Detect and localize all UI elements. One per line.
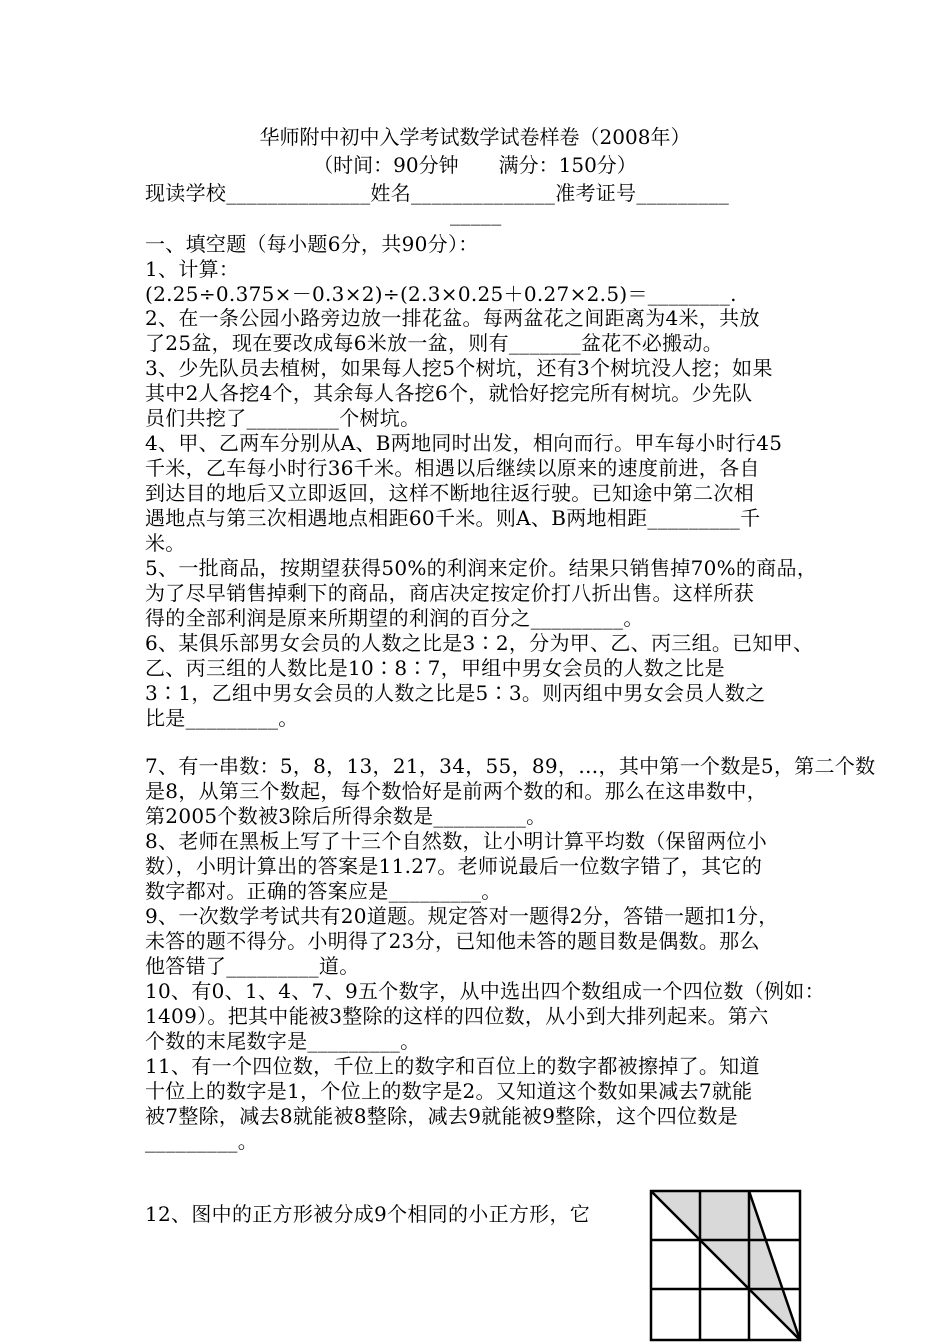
- question-line: 未答的题不得分。小明得了23分，已知他未答的题目数是偶数。那么: [145, 929, 760, 953]
- question-line: 乙、丙三组的人数比是10∶8∶7，甲组中男女会员的人数之比是: [145, 656, 725, 680]
- exam-subtitle: （时间：90分钟 满分：150分）: [313, 153, 637, 177]
- question-line: 4、甲、乙两车分别从A、B两地同时出发，相向而行。甲车每小时行45: [145, 431, 783, 455]
- question-line: 被7整除，减去8就能被8整除，减去9就能被9整除，这个四位数是: [145, 1104, 738, 1128]
- question-line: 个数的末尾数字是_________。: [145, 1029, 421, 1053]
- question-line: 数字都对。正确的答案应是_________。: [145, 879, 502, 903]
- question-line: 3、少先队员去植树，如果每人挖5个树坑，还有3个树坑没人挖；如果: [145, 356, 773, 380]
- section-heading: 一、填空题（每小题6分，共90分）：: [145, 232, 479, 256]
- question-line: 10、有0、1、4、7、9五个数字，从中选出四个数组成一个四位数（例如：: [145, 979, 825, 1003]
- question-line: 9、一次数学考试共有20道题。规定答对一题得2分，答错一题扣1分，: [145, 904, 779, 928]
- question-line: 到达目的地后又立即返回，这样不断地往返行驶。已知途中第二次相: [145, 481, 754, 505]
- question-line: 是8，从第三个数起，每个数恰好是前两个数的和。那么在这串数中，: [145, 779, 768, 803]
- question-line: 6、某俱乐部男女会员的人数之比是3∶2，分为甲、乙、丙三组。已知甲、: [145, 631, 814, 655]
- question-line: 员们共挖了_________个树坑。: [145, 406, 421, 430]
- question-line: (2.25÷0.375×－0.3×2)÷(2.3×0.25＋0.27×2.5)＝________.: [145, 282, 737, 306]
- question-line: 了25盆，现在要改成每6米放一盆，则有_______盆花不必搬动。: [145, 331, 724, 355]
- exam-title: 华师附中初中入学考试数学试卷样卷（2008年）: [259, 125, 691, 149]
- question-line: 米。: [145, 531, 186, 555]
- question-line: 其中2人各挖4个，其余每人各挖6个，就恰好挖完所有树坑。少先队: [145, 381, 753, 405]
- question-line: 十位上的数字是1，个位上的数字是2。又知道这个数如果减去7就能: [145, 1079, 753, 1103]
- question-line: 遇地点与第三次相遇地点相距60千米。则A、B两地相距_________千: [145, 506, 761, 530]
- question-line: 为了尽早销售掉剩下的商品，商店决定按定价打八折出售。这样所获: [145, 581, 754, 605]
- square-grid-figure: [648, 1188, 804, 1344]
- question-line: 7、有一串数：5，8，13，21，34，55，89，…，其中第一个数是5，第二个数: [145, 754, 876, 778]
- question-line: 3∶1，乙组中男女会员的人数之比是5∶3。则丙组中男女会员人数之: [145, 681, 766, 705]
- question-line: 8、老师在黑板上写了十三个自然数，让小明计算平均数（保留两位小: [145, 829, 768, 853]
- question-line: 1、计算：: [145, 257, 240, 281]
- question-line: 得的全部利润是原来所期望的利润的百分之_________。: [145, 606, 644, 630]
- question-line: 比是_________。: [145, 706, 299, 730]
- question-line: _________。: [145, 1129, 258, 1153]
- student-info-fields: 现读学校______________姓名______________准考证号_________: [145, 181, 730, 205]
- question-line: 数），小明计算出的答案是11.27。老师说最后一位数字错了，其它的: [145, 854, 763, 878]
- question-line: 12、图中的正方形被分成9个相同的小正方形，它: [145, 1202, 591, 1226]
- question-line: 1409）。把其中能被3整除的这样的四位数，从小到大排列起来。第六: [145, 1004, 769, 1028]
- question-line: 2、在一条公园小路旁边放一排花盆。每两盆花之间距离为4米，共放: [145, 306, 760, 330]
- question-line: 千米，乙车每小时行36千米。相遇以后继续以原来的速度前进，各自: [145, 456, 760, 480]
- student-info-fields-continuation: _____: [450, 202, 502, 226]
- question-line: 他答错了_________道。: [145, 954, 360, 978]
- question-line: 5、一批商品，按期望获得50%的利润来定价。结果只销售掉70%的商品，: [145, 556, 818, 580]
- question-line: 第2005个数被3除后所得余数是_________。: [145, 804, 547, 828]
- question-line: 11、有一个四位数，千位上的数字和百位上的数字都被擦掉了。知道: [145, 1054, 760, 1078]
